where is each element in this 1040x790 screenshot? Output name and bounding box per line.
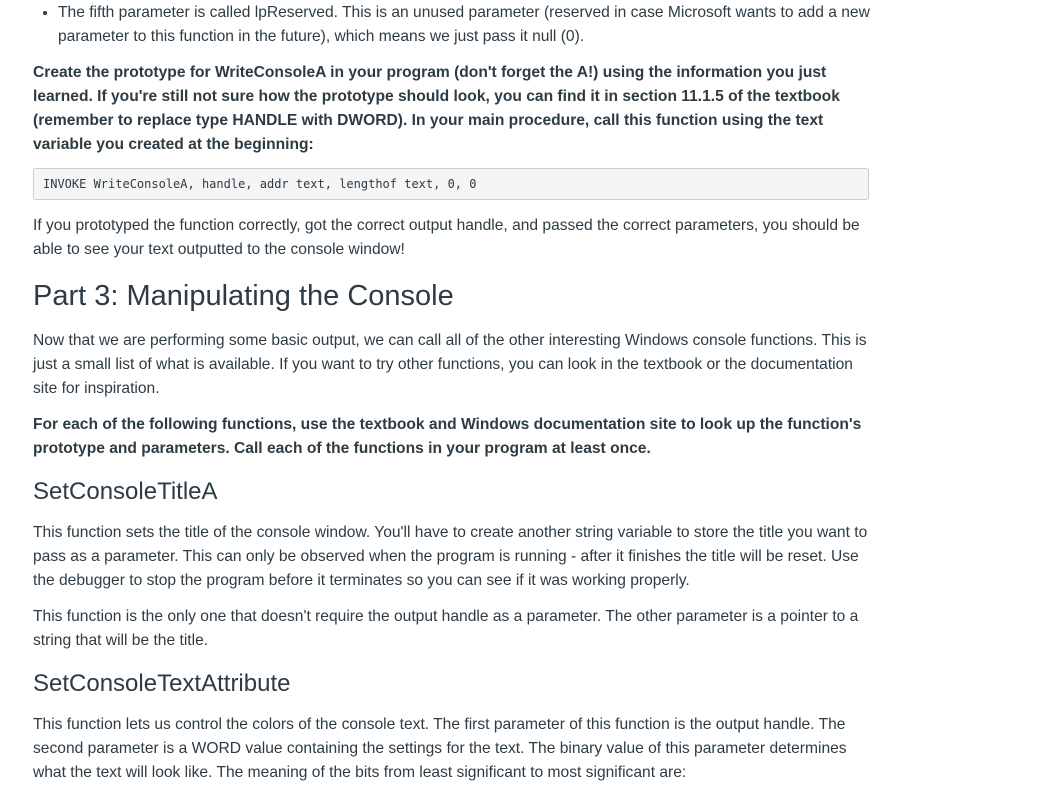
set-console-title-paragraph-1: This function sets the title of the console window. You'll have to create another string variable to store the title you want to pass as a parameter. This can only be observed when the program is running - after it finishes the title will be reset. Use the debugger to stop the program before it terminates so you can see if it was working properly. [33,524,868,589]
set-console-text-attribute-paragraph: This function lets us control the colors of the console text. The first parameter of this function is the output handle. The second parameter is a WORD value containing the settings for the text. The binary value of this parameter determines what the text will look like. The meaning of the bits from least significant to most significant are: [33,716,847,781]
part3-instruction: For each of the following functions, use the textbook and Windows documentation site to look up the function's prototype and parameters. Call each of the functions in your program at least once. [33,416,862,457]
set-console-text-attribute-heading: SetConsoleTextAttribute [33,670,291,697]
output-paragraph: If you prototyped the function correctly, got the correct output handle, and passed the correct parameters, you should be able to see your text outputted to the console window! [33,217,860,258]
writeconsole-instruction: Create the prototype for WriteConsoleA in your program (don't forget the A!) using the information you just learned. If you're still not sure how the prototype should look, you can find it in section 11.1.5 of the textbook (remember to replace type HANDLE with DWORD). In your main procedure, call this function using the text variable you created at the beginning: [33,64,840,153]
list-item: • The fifth parameter is called lpReserved. This is an unused parameter (reserved in case Microsoft wants to add a new parameter to this function in the future), which means we just pass it null (0). [58,1,896,49]
set-console-title-paragraph-2: This function is the only one that doesn't require the output handle as a parameter. The other parameter is a pointer to a string that will be the title. [33,608,859,649]
set-console-title-heading: SetConsoleTitleA [33,478,218,505]
parameter-list [33,1,896,49]
part3-heading: Part 3: Manipulating the Console [33,280,454,312]
part3-intro: Now that we are performing some basic output, we can call all of the other interesting Windows console functions. This is just a small list of what is available. If you want to try other functions, you can look in the textbook or the documentation site for inspiration. [33,332,867,397]
code-block: INVOKE WriteConsoleA, handle, addr text, lengthof text, 0, 0 [33,168,869,200]
